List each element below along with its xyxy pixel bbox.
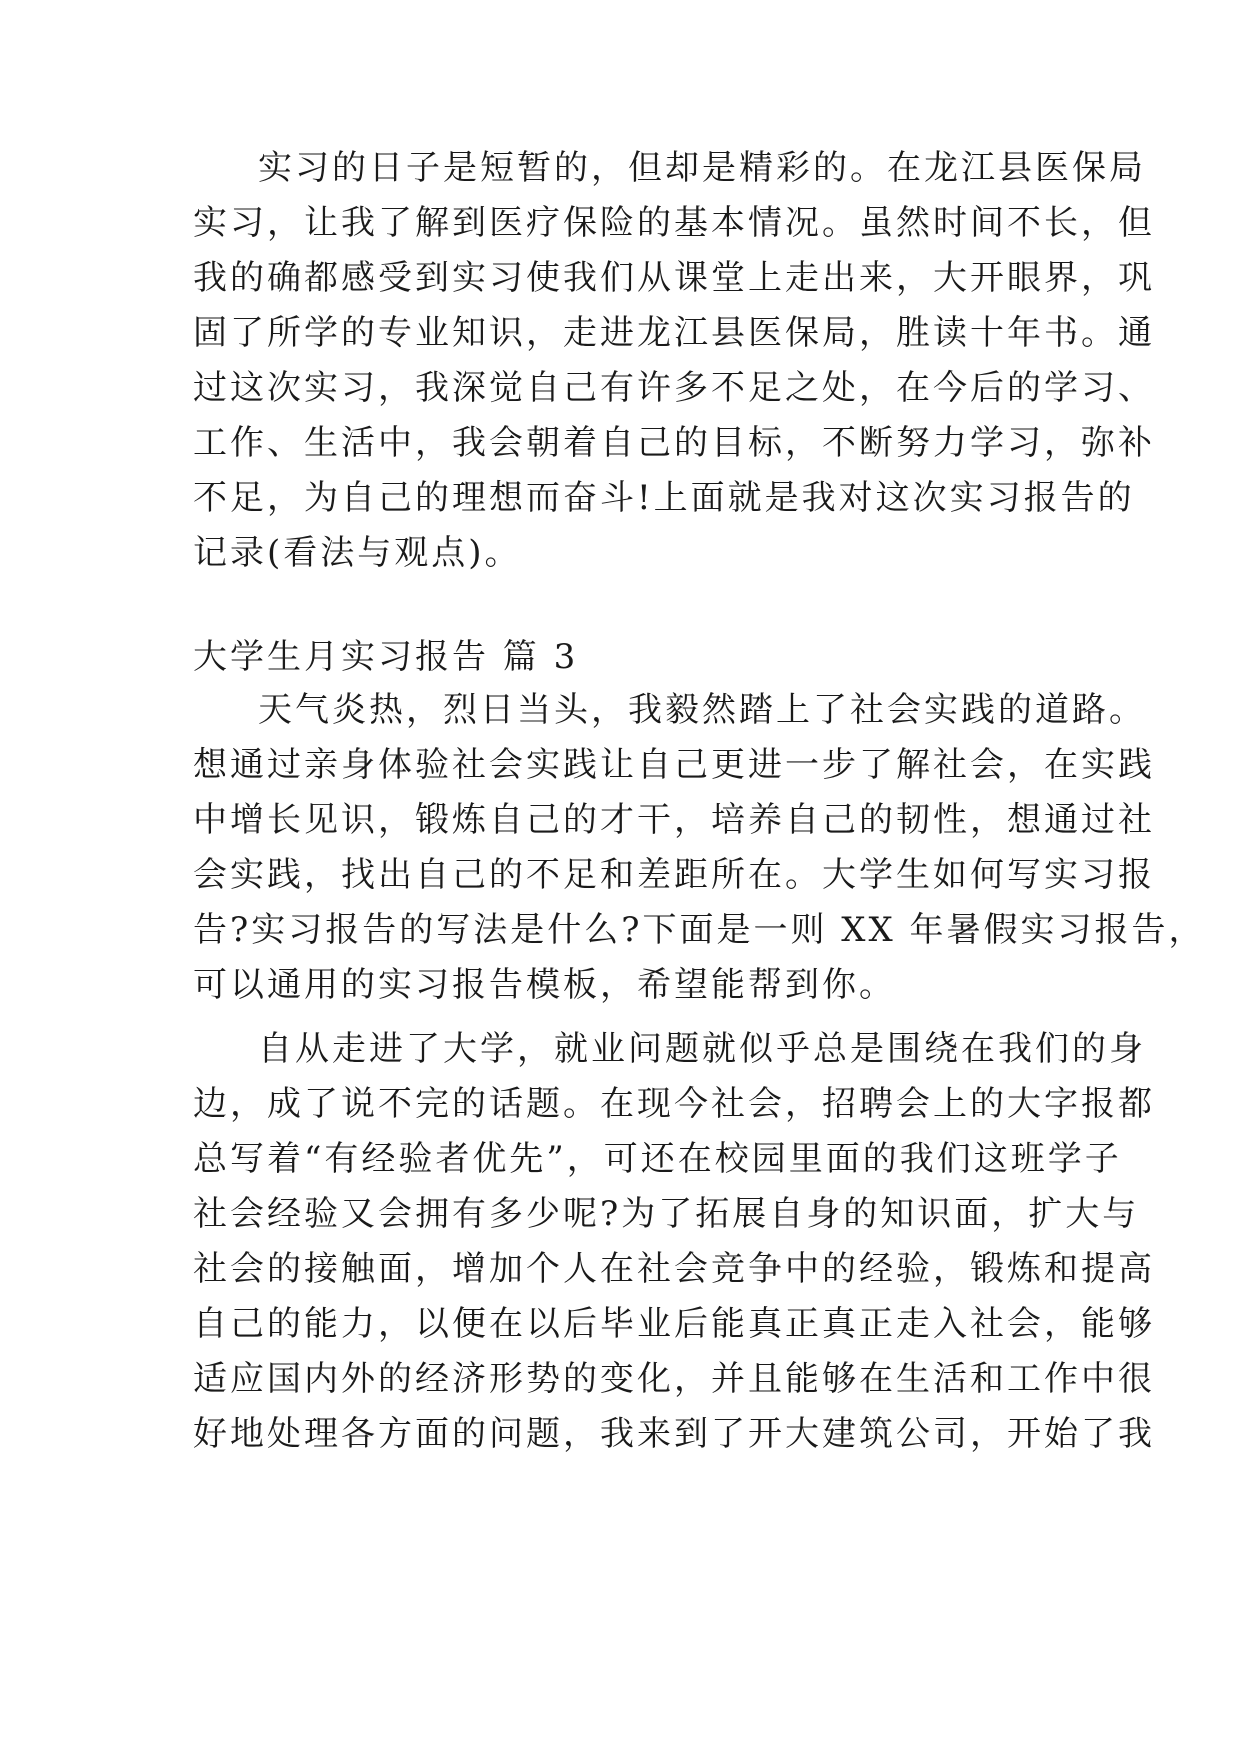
text-line: 固了所学的专业知识，走进龙江县医保局，胜读十年书。通 <box>193 313 1155 353</box>
text-line: 自从走进了大学，就业问题就似乎总是围绕在我们的身 <box>258 1029 1146 1069</box>
text-line: 实习，让我了解到医疗保险的基本情况。虽然时间不长，但 <box>193 203 1155 243</box>
text-line: 想通过亲身体验社会实践让自己更进一步了解社会，在实践 <box>193 745 1155 785</box>
text-line: 会实践，找出自己的不足和差距所在。大学生如何写实习报 <box>193 855 1155 895</box>
text-line: 过这次实习，我深觉自己有许多不足之处，在今后的学习、 <box>193 368 1155 408</box>
text-line: 自己的能力，以便在以后毕业后能真正真正走入社会，能够 <box>193 1304 1155 1344</box>
text-line: 边，成了说不完的话题。在现今社会，招聘会上的大字报都 <box>193 1084 1155 1124</box>
text-line: 天气炎热，烈日当头，我毅然踏上了社会实践的道路。 <box>258 690 1146 730</box>
text-line: 总写着“有经验者优先”，可还在校园里面的我们这班学子 <box>193 1139 1122 1179</box>
text-line: 中增长见识，锻炼自己的才干，培养自己的韧性，想通过社 <box>193 800 1155 840</box>
text-line: 记录(看法与观点)。 <box>193 533 522 573</box>
text-line: 实习的日子是短暂的，但却是精彩的。在龙江县医保局 <box>258 148 1146 188</box>
text-line: 我的确都感受到实习使我们从课堂上走出来，大开眼界，巩 <box>193 258 1155 298</box>
text-line: 适应国内外的经济形势的变化，并且能够在生活和工作中很 <box>193 1359 1155 1399</box>
text-line: 社会的接触面，增加个人在社会竞争中的经验，锻炼和提高 <box>193 1249 1155 1289</box>
section-heading: 大学生月实习报告 篇 3 <box>193 637 579 677</box>
text-line: 可以通用的实习报告模板，希望能帮到你。 <box>193 965 896 1005</box>
text-line: 社会经验又会拥有多少呢?为了拓展自身的知识面，扩大与 <box>193 1194 1140 1234</box>
text-line: 告?实习报告的写法是什么?下面是一则 XX 年暑假实习报告， <box>193 910 1206 950</box>
text-line: 不足，为自己的理想而奋斗!上面就是我对这次实习报告的 <box>193 478 1135 518</box>
text-line: 工作、生活中，我会朝着自己的目标，不断努力学习，弥补 <box>193 423 1155 463</box>
text-line: 好地处理各方面的问题，我来到了开大建筑公司，开始了我 <box>193 1414 1155 1454</box>
